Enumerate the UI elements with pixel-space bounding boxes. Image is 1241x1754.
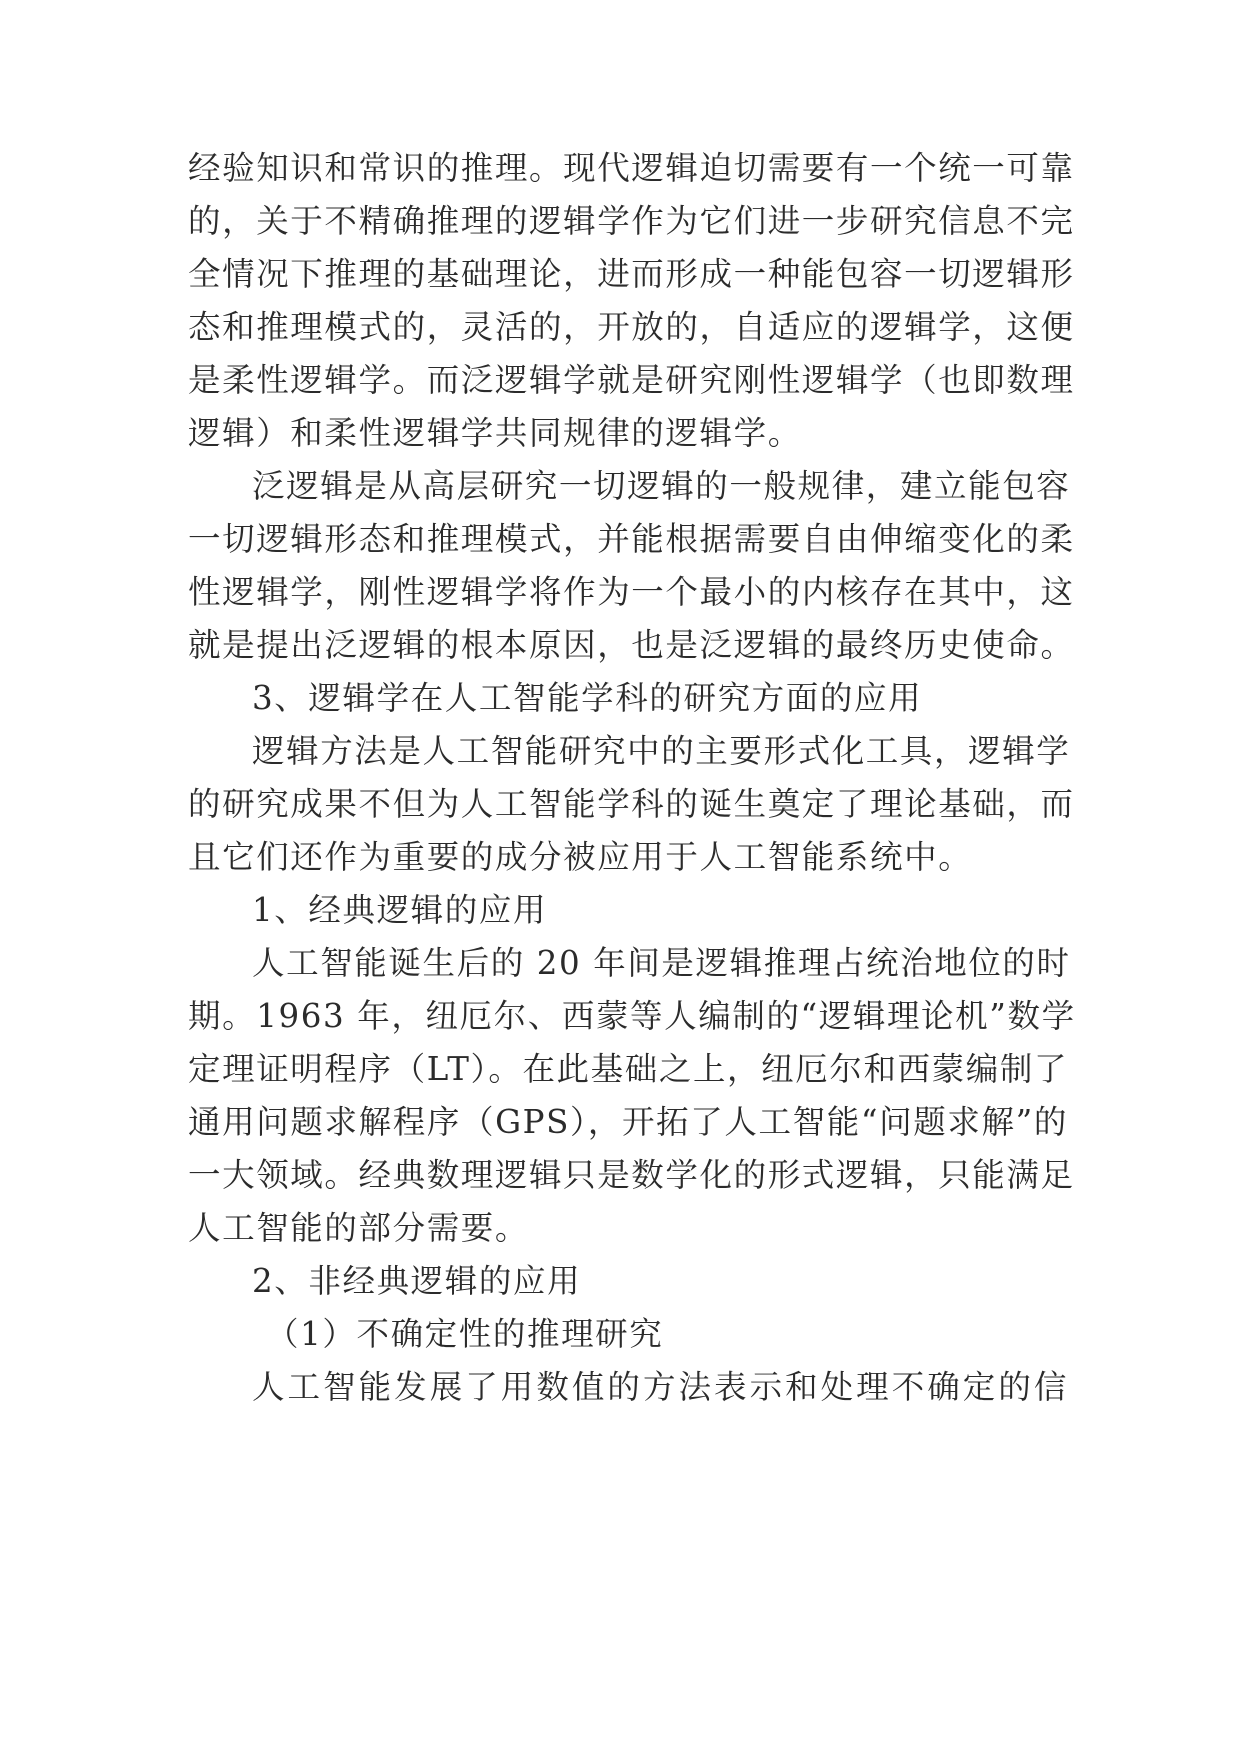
section-heading: 1、经典逻辑的应用 — [252, 891, 548, 929]
text-line: 且它们还作为重要的成分被应用于人工智能系统中。 — [188, 838, 973, 876]
text-line: 全情况下推理的基础理论，进而形成一种能包容一切逻辑形 — [188, 255, 1075, 293]
text-line: 定理证明程序（LT）。在此基础之上，纽厄尔和西蒙编制了 — [188, 1050, 1069, 1088]
section-heading: 2、非经典逻辑的应用 — [252, 1262, 582, 1300]
text-line: 是柔性逻辑学。而泛逻辑学就是研究刚性逻辑学（也即数理 — [188, 361, 1075, 399]
subsection-heading: （1）不确定性的推理研究 — [266, 1315, 664, 1353]
text-line: 期。1963 年，纽厄尔、西蒙等人编制的“逻辑理论机”数学 — [188, 997, 1076, 1035]
text-line: 的，关于不精确推理的逻辑学作为它们进一步研究信息不完 — [188, 202, 1075, 240]
text-line: 人工智能发展了用数值的方法表示和处理不确定的信 — [252, 1368, 1068, 1406]
text-line: 人工智能诞生后的 20 年间是逻辑推理占统治地位的时 — [252, 944, 1071, 982]
text-line: 就是提出泛逻辑的根本原因，也是泛逻辑的最终历史使命。 — [188, 626, 1075, 664]
text-line: 泛逻辑是从高层研究一切逻辑的一般规律，建立能包容 — [252, 467, 1071, 505]
section-heading: 3、逻辑学在人工智能学科的研究方面的应用 — [252, 679, 923, 717]
text-line: 逻辑）和柔性逻辑学共同规律的逻辑学。 — [188, 414, 802, 452]
text-line: 一切逻辑形态和推理模式，并能根据需要自由伸缩变化的柔 — [188, 520, 1075, 558]
text-line: 经验知识和常识的推理。现代逻辑迫切需要有一个统一可靠 — [188, 149, 1075, 187]
text-line: 态和推理模式的，灵活的，开放的，自适应的逻辑学，这便 — [188, 308, 1075, 346]
text-line: 的研究成果不但为人工智能学科的诞生奠定了理论基础，而 — [188, 785, 1075, 823]
text-line: 逻辑方法是人工智能研究中的主要形式化工具，逻辑学 — [252, 732, 1071, 770]
text-line: 性逻辑学，刚性逻辑学将作为一个最小的内核存在其中，这 — [188, 573, 1075, 611]
text-line: 人工智能的部分需要。 — [188, 1209, 530, 1247]
text-line: 通用问题求解程序（GPS），开拓了人工智能“问题求解”的 — [188, 1103, 1068, 1141]
text-line: 一大领域。经典数理逻辑只是数学化的形式逻辑，只能满足 — [188, 1156, 1075, 1194]
